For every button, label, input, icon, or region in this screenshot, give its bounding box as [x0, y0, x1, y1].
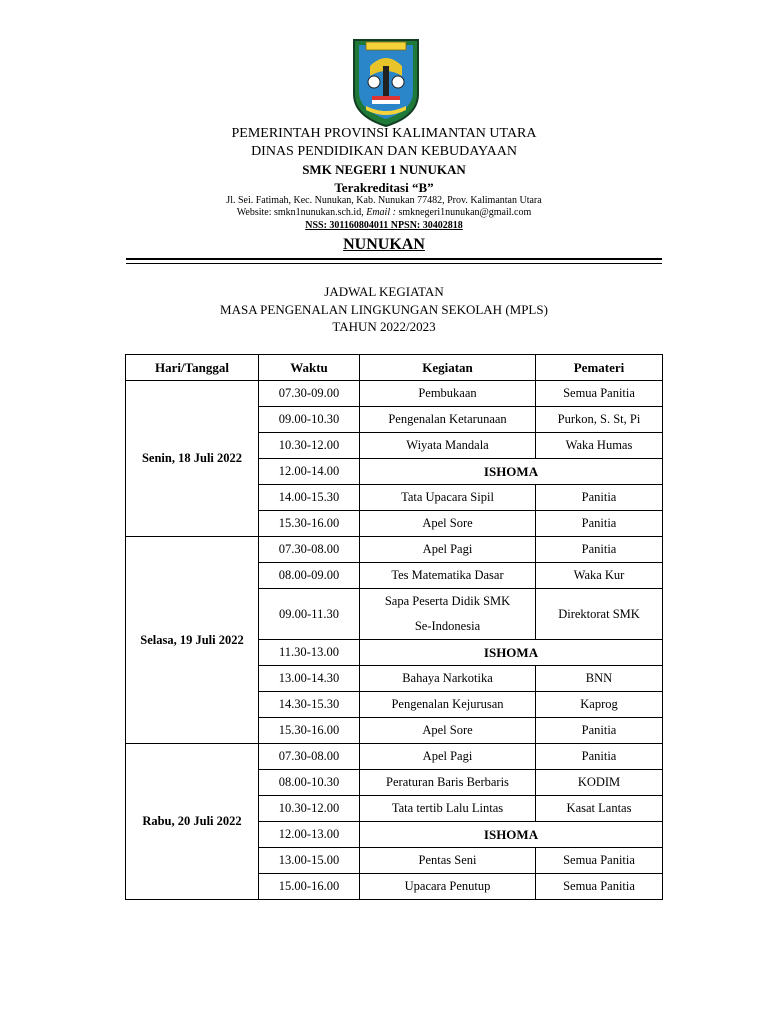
activity-cell: Pentas Seni: [360, 848, 536, 874]
time-cell: 07.30-08.00: [259, 537, 360, 563]
email-label: Email :: [366, 207, 396, 218]
speaker-cell: Panitia: [536, 744, 663, 770]
time-cell: 08.00-09.00: [259, 563, 360, 589]
activity-cell: Pengenalan Kejurusan: [360, 692, 536, 718]
time-cell: 13.00-15.00: [259, 848, 360, 874]
break-cell: ISHOMA: [360, 459, 663, 485]
document-subtitle: MASA PENGENALAN LINGKUNGAN SEKOLAH (MPLS): [220, 302, 548, 317]
time-cell: 14.30-15.30: [259, 692, 360, 718]
schedule-table: [125, 354, 663, 900]
time-cell: 15.30-16.00: [259, 511, 360, 537]
activity-cell: Tes Matematika Dasar: [360, 563, 536, 589]
speaker-cell: Semua Panitia: [536, 381, 663, 407]
province-crest-logo: [350, 36, 422, 128]
time-cell: 09.00-10.30: [259, 407, 360, 433]
header-day: Hari/Tanggal: [126, 355, 259, 381]
time-cell: 07.30-09.00: [259, 381, 360, 407]
activity-cell: Apel Pagi: [360, 744, 536, 770]
activity-line: Se-Indonesia: [414, 619, 481, 633]
time-cell: 10.30-12.00: [259, 796, 360, 822]
speaker-cell: Waka Humas: [536, 433, 663, 459]
speaker-cell: Panitia: [536, 537, 663, 563]
activity-cell: Upacara Penutup: [360, 874, 536, 900]
speaker-cell: Kasat Lantas: [536, 796, 663, 822]
activity-cell: Bahaya Narkotika: [360, 666, 536, 692]
activity-cell: Wiyata Mandala: [360, 433, 536, 459]
speaker-cell: BNN: [536, 666, 663, 692]
time-cell: 09.00-11.30: [259, 589, 360, 640]
speaker-cell: Purkon, S. St, Pi: [536, 407, 663, 433]
table-row: [126, 537, 663, 563]
letterhead-ids: NSS: 301160804011 NPSN: 30402818: [305, 220, 463, 231]
speaker-cell: Semua Panitia: [536, 874, 663, 900]
activity-cell: Pembukaan: [360, 381, 536, 407]
document-title: JADWAL KEGIATAN: [324, 284, 444, 299]
time-cell: 11.30-13.00: [259, 640, 360, 666]
speaker-cell: Direktorat SMK: [536, 589, 663, 640]
header-activity: Kegiatan: [360, 355, 536, 381]
table-row: [126, 744, 663, 770]
time-cell: 15.30-16.00: [259, 718, 360, 744]
letterhead-rule-thin: [126, 263, 662, 264]
time-cell: 12.00-14.00: [259, 459, 360, 485]
activity-cell: Apel Sore: [360, 511, 536, 537]
speaker-cell: Semua Panitia: [536, 848, 663, 874]
speaker-cell: Panitia: [536, 485, 663, 511]
time-cell: 10.30-12.00: [259, 433, 360, 459]
letterhead-city: NUNUKAN: [343, 236, 425, 253]
time-cell: 08.00-10.30: [259, 770, 360, 796]
activity-cell: Peraturan Baris Berbaris: [360, 770, 536, 796]
time-cell: 14.00-15.30: [259, 485, 360, 511]
time-cell: 13.00-14.30: [259, 666, 360, 692]
break-cell: ISHOMA: [360, 640, 663, 666]
table-header-row: [126, 355, 663, 381]
document-year: TAHUN 2022/2023: [332, 319, 436, 334]
letterhead-government: PEMERINTAH PROVINSI KALIMANTAN UTARA: [231, 126, 537, 141]
speaker-cell: KODIM: [536, 770, 663, 796]
time-cell: 12.00-13.00: [259, 822, 360, 848]
activity-line: Sapa Peserta Didik SMK: [384, 594, 511, 608]
break-cell: ISHOMA: [360, 822, 663, 848]
activity-cell: Tata Upacara Sipil: [360, 485, 536, 511]
letterhead-address: Jl. Sei. Fatimah, Kec. Nunukan, Kab. Nunukan 77482, Prov. Kalimantan Utara: [226, 195, 542, 206]
activity-cell: Tata tertib Lalu Lintas: [360, 796, 536, 822]
letterhead-department: DINAS PENDIDIKAN DAN KEBUDAYAAN: [251, 144, 517, 159]
website-text: Website: smkn1nunukan.sch.id,: [236, 207, 364, 218]
activity-cell: Apel Sore: [360, 718, 536, 744]
letterhead-school-name: SMK NEGERI 1 NUNUKAN: [302, 162, 466, 177]
day-cell: Senin, 18 Juli 2022: [126, 381, 259, 537]
email-text: smknegeri1nunukan@gmail.com: [398, 207, 532, 218]
header-time: Waktu: [259, 355, 360, 381]
speaker-cell: Panitia: [536, 511, 663, 537]
activity-cell: Apel Pagi: [360, 537, 536, 563]
time-cell: 07.30-08.00: [259, 744, 360, 770]
day-cell: Rabu, 20 Juli 2022: [126, 744, 259, 900]
speaker-cell: Kaprog: [536, 692, 663, 718]
activity-cell: Pengenalan Ketarunaan: [360, 407, 536, 433]
activity-cell: [360, 589, 536, 640]
time-cell: 15.00-16.00: [259, 874, 360, 900]
letterhead-accreditation: Terakreditasi “B”: [334, 180, 434, 195]
letterhead-contact: [100, 207, 668, 218]
day-cell: Selasa, 19 Juli 2022: [126, 537, 259, 744]
letterhead-rule-thick: [126, 258, 662, 260]
speaker-cell: Panitia: [536, 718, 663, 744]
speaker-cell: Waka Kur: [536, 563, 663, 589]
header-speaker: Pemateri: [536, 355, 663, 381]
table-row: [126, 381, 663, 407]
